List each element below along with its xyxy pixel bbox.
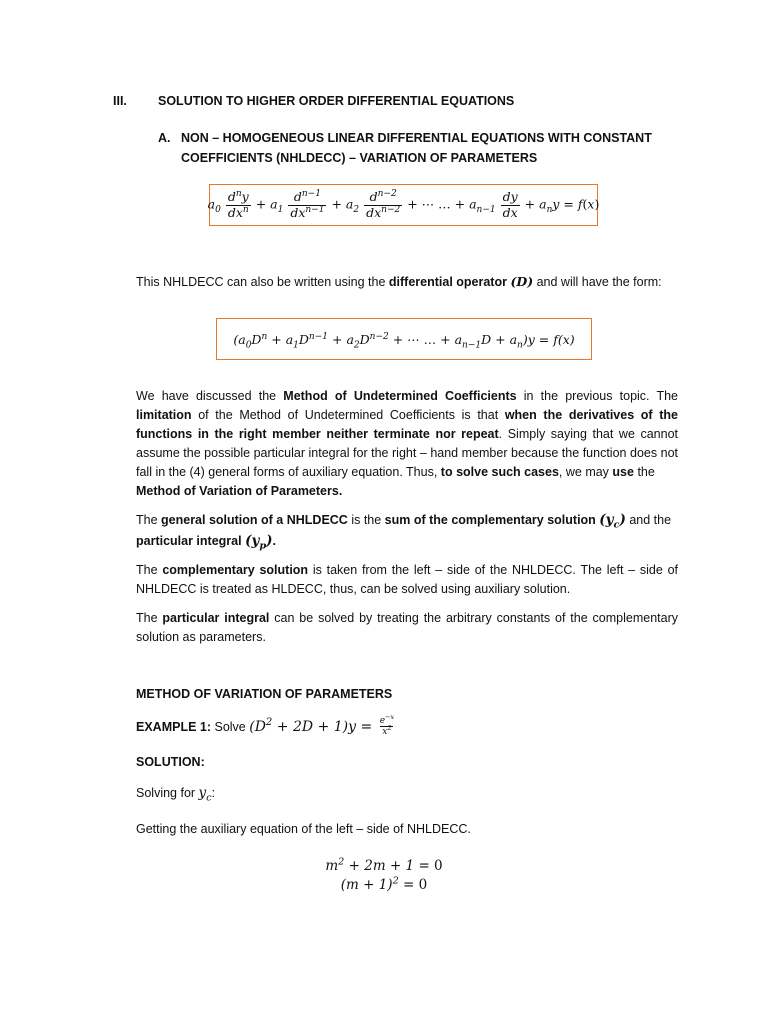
example-solve-text: Solve: [211, 719, 250, 734]
paragraph-complementary-solution: The complementary solution is taken from the left – side of the NHLDECC. The left – side of NHLDECC is treated as HLDECC, thus, can be solved using auxiliary solution.: [136, 563, 678, 596]
auxiliary-intro: Getting the auxiliary equation of the left – side of NHLDECC.: [136, 822, 471, 836]
section-title: SOLUTION TO HIGHER ORDER DIFFERENTIAL EQUATIONS: [158, 94, 515, 108]
auxiliary-factored: $(m + 1)^2 = 0$: [340, 875, 428, 893]
example-label: EXAMPLE 1:: [136, 719, 212, 734]
operator-intro: This NHLDECC can also be written using the differential operator (D) and will have the form:: [136, 274, 662, 289]
paragraph-particular-integral: The particular integral can be solved by treating the arbitrary constants of the complementary solution as parameters.: [136, 611, 679, 644]
paragraph-general-solution: The general solution of a NHLDECC is the sum of the complementary solution $(y_c)$ and the particular integral $(y_p)$.: [136, 512, 672, 552]
subsection-letter: A.: [158, 131, 171, 145]
operator-equation-box: [216, 318, 592, 360]
section-number: III.: [113, 94, 127, 108]
auxiliary-equation: $m^2 + 2m + 1 = 0$: [325, 856, 443, 874]
example-equation: $(D^2 + 2D + 1)y$ = $\frac{e^{-x}}{x^2}$: [249, 713, 395, 738]
method-heading: METHOD OF VARIATION OF PARAMETERS: [136, 687, 393, 701]
operator-equation: ($a_0D^n + a_1D^{n-1} + a_2D^{n-2}$ + ⋯ … + $a_{n-1}D + a_n)y = f(x)$: [233, 331, 575, 350]
solution-label: SOLUTION:: [136, 755, 205, 769]
subsection-title-line1: NON – HOMOGENEOUS LINEAR DIFFERENTIAL EQUATIONS WITH CONSTANT: [181, 131, 652, 145]
subsection-title-line2: COEFFICIENTS (NHLDECC) – VARIATION OF PARAMETERS: [181, 151, 538, 165]
solving-for-line: Solving for $y_c$:: [136, 785, 216, 804]
general-equation: $a_0$ $\frac{d^ny}{dx^n}$ + $a_1$ $\frac{d^{n-1}}{dx^{n-1}}$ + $a_2$ $\frac{d^{n-2}}{dx^{n-2}}$ + ⋯ … + $a_{n-1}$ $\frac{dy}{dx}$ + $a_ny = f(x)$: [207, 188, 600, 220]
paragraph-undetermined-coefficients: We have discussed the Method of Undetermined Coefficients in the previous topic. The limitation of the Method of Undetermined Coefficients is that when the derivatives of the functions in the right member neither terminate nor repeat. Simply saying that we cannot assume the possible particular integral for the right – hand member because the function does not fall in the (4) general forms of auxiliary equation. Thus, to solve such cases, we may use the Method of Variation of Parameters.: [136, 389, 679, 498]
general-equation-box: [209, 184, 598, 226]
example-1: [136, 713, 397, 738]
